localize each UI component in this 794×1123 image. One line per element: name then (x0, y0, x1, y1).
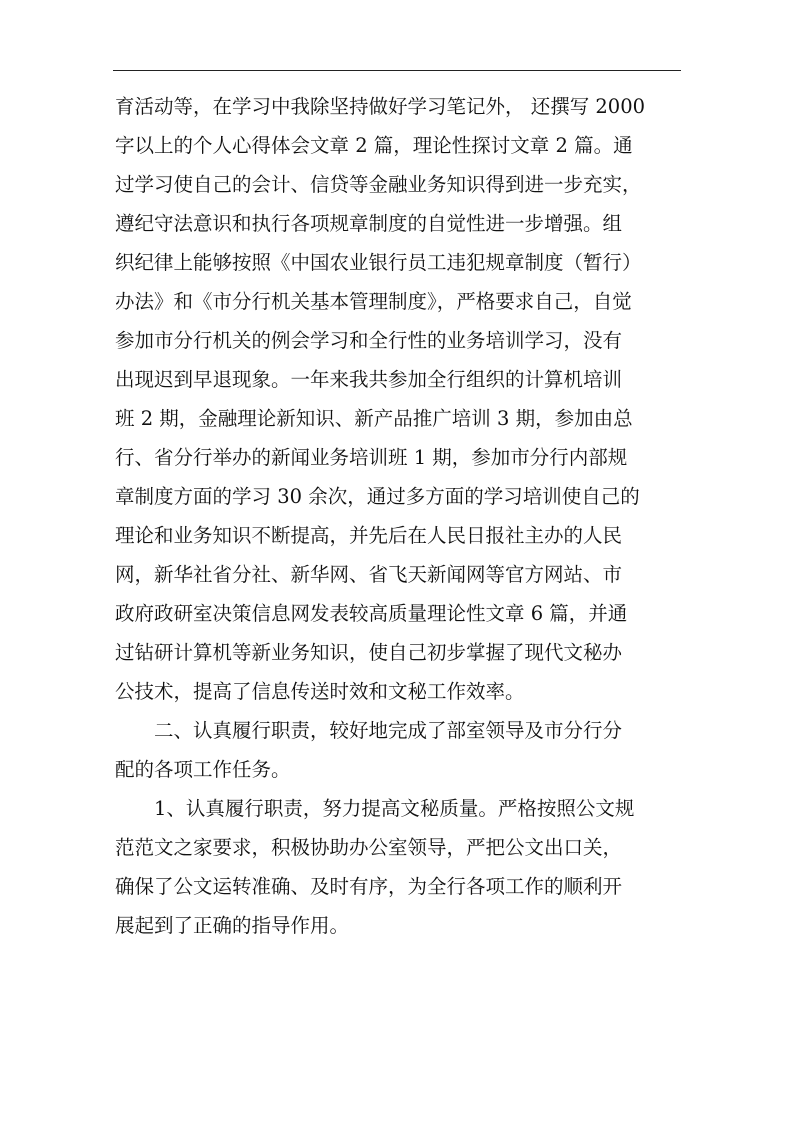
text-line: 1、认真履行职责，努力提高文秘质量。严格按照公文规 (115, 797, 635, 820)
text-line: 二、认真履行职责，较好地完成了部室领导及市分行分 (115, 719, 623, 742)
header-rule (113, 70, 681, 71)
text-line: 参加市分行机关的例会学习和全行性的业务培训学习，没有 (115, 329, 623, 352)
text-line: 办法》和《市分行机关基本管理制度》，严格要求自己，自觉 (115, 290, 632, 313)
text-line: 公技术，提高了信息传送时效和文秘工作效率。 (115, 680, 525, 703)
text-line: 行、省分行举办的新闻业务培训班 1 期，参加市分行内部规 (115, 446, 628, 469)
text-line: 班 2 期，金融理论新知识、新产品推广培训 3 期，参加由总 (115, 407, 633, 430)
text-line: 遵纪守法意识和执行各项规章制度的自觉性进一步增强。组 (115, 212, 623, 235)
text-line: 出现迟到早退现象。一年来我共参加全行组织的计算机培训 (115, 368, 623, 391)
text-line: 范范文之家要求，积极协助办公室领导，严把公文出口关， (115, 836, 623, 859)
text-line: 理论和业务知识不断提高，并先后在人民日报社主办的人民 (115, 524, 623, 547)
text-line: 过钻研计算机等新业务知识，使自己初步掌握了现代文秘办 (115, 641, 623, 664)
text-line: 配的各项工作任务。 (115, 758, 291, 781)
text-line: 育活动等，在学习中我除坚持做好学习笔记外， 还撰写 2000 (115, 95, 646, 118)
text-line: 政府政研室决策信息网发表较高质量理论性文章 6 篇，并通 (115, 602, 628, 625)
text-line: 网，新华社省分社、新华网、省飞天新闻网等官方网站、市 (115, 563, 623, 586)
document-body (115, 92, 681, 950)
text-line: 确保了公文运转准确、及时有序，为全行各项工作的顺利开 (115, 875, 623, 898)
text-line: 章制度方面的学习 30 余次，通过多方面的学习培训使自己的 (115, 485, 640, 508)
text-line: 展起到了正确的指导作用。 (115, 914, 350, 937)
text-line: 织纪律上能够按照《中国农业银行员工违犯规章制度（暂行） (115, 251, 642, 274)
text-line: 字以上的个人心得体会文章 2 篇，理论性探讨文章 2 篇。通 (115, 134, 633, 157)
text-line: 过学习使自己的会计、信贷等金融业务知识得到进一步充实， (115, 173, 642, 196)
